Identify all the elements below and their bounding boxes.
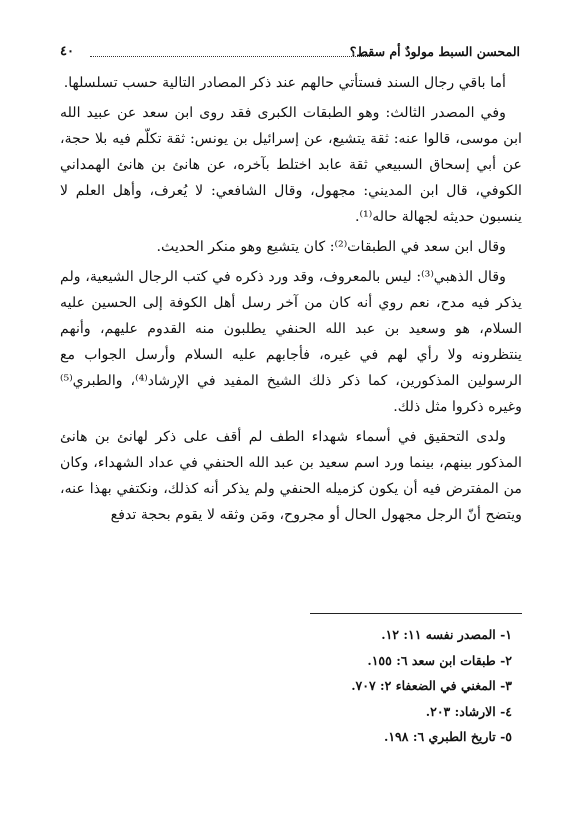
footnote: ٥- تاريخ الطبري ٦: ١٩٨. [383, 729, 512, 744]
running-header [60, 44, 520, 66]
paragraph: وفي المصدر الثالث: وهو الطبقات الكبرى فقد روى ابن سعد عن عبيد الله ابن موسى، قالوا عنه: ثقة يتشيع، عن إسرائيل بن يونس: ثقة تكلّم فيه بلا حجة، عن أبي إسحاق السبيعي ثقة عابد اختلط بآخره، عن هانئ بن هانئ الهمداني الكوفي، قال ابن المديني: مجهول، وقال الشافعي: لا يُعرف، وأهل العلم لا ينسبون حديثه لجهالة حاله⁽¹⁾. [60, 105, 522, 225]
header-title: المحسن السبط مولودٌ أم سقط؟ [346, 44, 520, 59]
paragraph: ولدى التحقيق في أسماء شهداء الطف لم أقف على ذكر لهانئ بن هانئ المذكور بينهم، بينما ورد اسم سعيد بن عبد الله الحنفي في عداد الشهداء، وكان من المفترض فيه أن يكون كزميله الحنفي ولم يذكر أنه كذلك، ونكتفي بهذا عنه، ويتضح أنّ الرجل مجهول الحال أو مجروح، ومَن وثقه لا يقوم بحجة تدفع [60, 429, 522, 523]
paragraph: أما باقي رجال السند فستأتي حالهم عند ذكر المصادر التالية حسب تسلسلها. [63, 75, 506, 91]
main-text [60, 70, 522, 532]
footnote: ١- المصدر نفسه ١١: ١٢. [381, 627, 512, 642]
footnote: ٤- الارشاد: ٢٠٣. [425, 703, 512, 719]
paragraph: وقال ابن سعد في الطبقات⁽²⁾: كان يتشيع وهو منكر الحديث. [156, 239, 506, 255]
footnote-separator [310, 613, 522, 614]
page-number: ٤٠ [60, 44, 74, 59]
footnotes [60, 622, 512, 750]
footnote: ٢- طبقات ابن سعد ٦: ١٥٥. [367, 652, 512, 668]
paragraph: وقال الذهبي⁽³⁾: ليس بالمعروف، وقد ورد ذكره في كتب الرجال الشيعية، ولم يذكر فيه مدح، نعم روي أنه كان من آخر رسل أهل الكوفة إلى الحسين عليه السلام، هو وسعيد بن عبد الله الحنفي يطلبون منه القدوم عليهم، وأنهم ينتظرونه ولا رأي لهم في غيره، فأجابهم عليه السلام وأرسل الجواب مع الرسولين المذكورين، كما ذكر ذلك الشيخ المفيد في الإرشاد⁽⁴⁾، والطبري⁽⁵⁾ وغيره ذكروا مثل ذلك. [60, 269, 522, 415]
header-dotted-leader [90, 56, 370, 57]
footnote: ٣- المغني في الضعفاء ٢: ٧٠٧. [351, 678, 512, 693]
